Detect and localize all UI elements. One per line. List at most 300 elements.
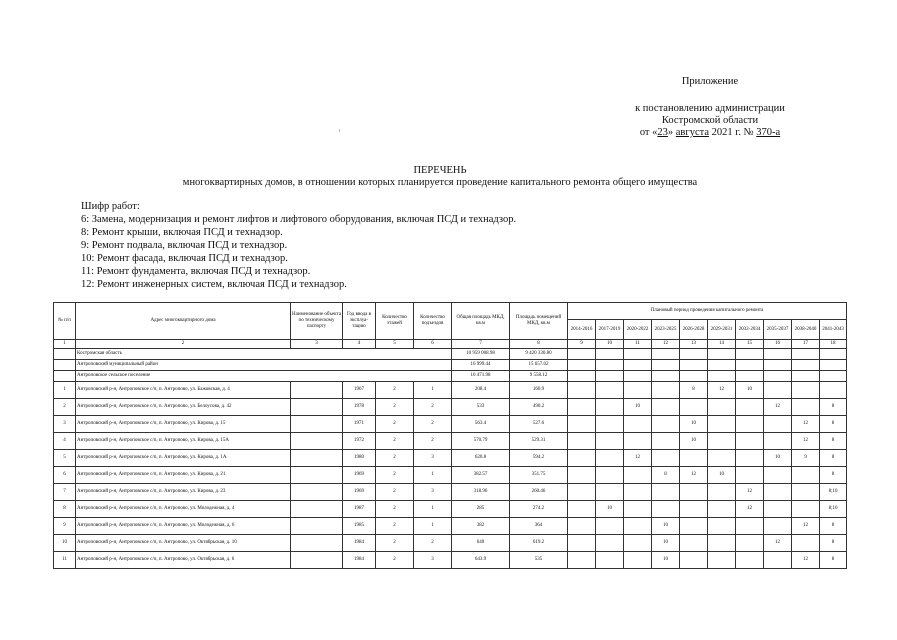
- row-period-cell: [736, 450, 764, 467]
- row-period-cell: [568, 501, 596, 518]
- summary-period-cell: [680, 349, 708, 360]
- row-period-cell: [708, 484, 736, 501]
- column-number: 4: [343, 340, 376, 349]
- row-floors: 2: [376, 399, 414, 416]
- row-name: [291, 450, 343, 467]
- row-period-cell: [764, 433, 792, 450]
- row-total-area: 382: [452, 518, 510, 535]
- header-period-1: 2014-2016: [568, 320, 596, 340]
- row-period-cell: [624, 467, 652, 484]
- row-period-cell: [568, 484, 596, 501]
- row-period-cell: [680, 552, 708, 569]
- summary-period-cell: [568, 371, 596, 382]
- column-number: 11: [624, 340, 652, 349]
- column-number: 13: [680, 340, 708, 349]
- row-premises-area: 351.75: [510, 467, 568, 484]
- table-row: [54, 416, 847, 433]
- row-period-cell: [792, 535, 820, 552]
- row-period-cell: 8: [820, 399, 847, 416]
- row-period-cell: [680, 450, 708, 467]
- work-code-item: 10: Ремонт фасада, включая ПСД и технадзор.: [81, 253, 288, 264]
- row-entrances: 1: [414, 382, 452, 399]
- header-premises-area: Площадь помещений МКД, кв.м: [510, 303, 568, 340]
- row-premises-area: 535: [510, 552, 568, 569]
- row-total-area: 643.9: [452, 552, 510, 569]
- row-period-cell: 8: [820, 535, 847, 552]
- header-floors: Количество этажей: [376, 303, 414, 340]
- summary-premises-area: 9 558.12: [510, 371, 568, 382]
- row-period-cell: [708, 535, 736, 552]
- work-code-item: 6: Замена, модернизация и ремонт лифтов и лифтового оборудования, включая ПСД и технадзор.: [81, 214, 517, 225]
- summary-num-cell: [54, 349, 76, 360]
- row-period-cell: [736, 416, 764, 433]
- summary-period-cell: [624, 349, 652, 360]
- row-number: 8: [54, 501, 76, 518]
- row-entrances: 1: [414, 467, 452, 484]
- row-number: 9: [54, 518, 76, 535]
- row-period-cell: 10: [680, 433, 708, 450]
- summary-period-cell: [652, 360, 680, 371]
- row-period-cell: 10: [764, 450, 792, 467]
- work-code-item: 8: Ремонт крыши, включая ПСД и технадзор.: [81, 227, 283, 238]
- row-period-cell: [624, 484, 652, 501]
- row-floors: 2: [376, 501, 414, 518]
- summary-period-cell: [680, 360, 708, 371]
- header-num: № п/п: [54, 303, 76, 340]
- row-address: Антроповский р-н, Антроповское с/п, п. Антропово, ул. Кирова, д. 21: [76, 467, 291, 484]
- row-number: 3: [54, 416, 76, 433]
- row-period-cell: [624, 382, 652, 399]
- summary-period-cell: [820, 349, 847, 360]
- work-codes: [81, 200, 516, 291]
- row-entrances: 2: [414, 535, 452, 552]
- header-period: Плановый период проведения капитального ремонта: [568, 303, 847, 320]
- column-number: 17: [792, 340, 820, 349]
- row-period-cell: 10: [736, 382, 764, 399]
- row-period-cell: [624, 518, 652, 535]
- row-period-cell: [568, 535, 596, 552]
- row-floors: 2: [376, 433, 414, 450]
- row-period-cell: 8: [820, 433, 847, 450]
- row-period-cell: 12: [764, 399, 792, 416]
- row-total-area: 318.96: [452, 484, 510, 501]
- row-period-cell: 12: [736, 484, 764, 501]
- summary-period-cell: [596, 360, 624, 371]
- row-floors: 2: [376, 552, 414, 569]
- summary-premises-area: 9 420 330.80: [510, 349, 568, 360]
- column-number: 1: [54, 340, 76, 349]
- summary-period-cell: [652, 371, 680, 382]
- row-period-cell: [708, 518, 736, 535]
- summary-period-cell: [736, 360, 764, 371]
- row-period-cell: [764, 416, 792, 433]
- row-period-cell: [624, 552, 652, 569]
- row-year: 1985: [343, 518, 376, 535]
- row-period-cell: [652, 416, 680, 433]
- row-address: Антроповский р-н, Антроповское с/п, п. Антропово, ул. Белоусова, д. 42: [76, 399, 291, 416]
- row-name: [291, 552, 343, 569]
- row-period-cell: [736, 467, 764, 484]
- row-period-cell: 10: [624, 399, 652, 416]
- scan-mark: [339, 129, 340, 132]
- row-period-cell: [764, 484, 792, 501]
- row-floors: 2: [376, 467, 414, 484]
- row-period-cell: 10: [596, 501, 624, 518]
- row-entrances: 3: [414, 552, 452, 569]
- row-period-cell: [624, 416, 652, 433]
- header-period-10: 2041-2043: [820, 320, 847, 340]
- row-name: [291, 399, 343, 416]
- row-number: 4: [54, 433, 76, 450]
- summary-period-cell: [764, 349, 792, 360]
- buildings-table: [53, 302, 847, 569]
- row-period-cell: [680, 535, 708, 552]
- column-number: 5: [376, 340, 414, 349]
- column-number: 18: [820, 340, 847, 349]
- row-year: 1969: [343, 484, 376, 501]
- row-period-cell: 8: [820, 552, 847, 569]
- row-premises-area: 527.6: [510, 416, 568, 433]
- header-name: Наименование объекта по техническому паспорту: [291, 303, 343, 340]
- header-total-area: Общая площадь МКД, кв.м: [452, 303, 510, 340]
- row-number: 11: [54, 552, 76, 569]
- row-period-cell: 8: [820, 450, 847, 467]
- header-period-6: 2029-2031: [708, 320, 736, 340]
- summary-label: Костромская область: [76, 349, 452, 360]
- row-year: 1984: [343, 552, 376, 569]
- column-number: 7: [452, 340, 510, 349]
- column-number: 6: [414, 340, 452, 349]
- summary-label: Антроповское сельское поселение: [76, 371, 452, 382]
- row-period-cell: [596, 433, 624, 450]
- row-period-cell: [736, 518, 764, 535]
- column-number: 9: [568, 340, 596, 349]
- row-number: 1: [54, 382, 76, 399]
- row-entrances: 3: [414, 450, 452, 467]
- table-row: [54, 535, 847, 552]
- row-premises-area: 260.46: [510, 484, 568, 501]
- summary-period-cell: [568, 349, 596, 360]
- row-entrances: 2: [414, 399, 452, 416]
- summary-period-cell: [792, 360, 820, 371]
- row-total-area: 640: [452, 535, 510, 552]
- row-period-cell: [652, 484, 680, 501]
- row-period-cell: [736, 433, 764, 450]
- row-address: Антроповский р-н, Антроповское с/п, п. Антропово, ул. Кирова, д. 1А: [76, 450, 291, 467]
- row-period-cell: [680, 399, 708, 416]
- row-period-cell: 8;10: [820, 484, 847, 501]
- row-entrances: 1: [414, 518, 452, 535]
- row-floors: 2: [376, 450, 414, 467]
- column-number: 16: [764, 340, 792, 349]
- appendix-label: Приложение: [681, 76, 739, 87]
- row-period-cell: [764, 552, 792, 569]
- row-year: 1971: [343, 416, 376, 433]
- row-year: 1972: [343, 433, 376, 450]
- row-total-area: 533: [452, 399, 510, 416]
- table-row: [54, 552, 847, 569]
- row-premises-area: 529.31: [510, 433, 568, 450]
- row-period-cell: [624, 433, 652, 450]
- date-year: 2021 г. №: [711, 127, 754, 138]
- column-number: 15: [736, 340, 764, 349]
- work-code-item: 12: Ремонт инженерных систем, включая ПСД и технадзор.: [81, 279, 347, 290]
- row-period-cell: 10: [708, 467, 736, 484]
- row-period-cell: [708, 399, 736, 416]
- row-period-cell: [596, 450, 624, 467]
- header-period-9: 2038-2040: [792, 320, 820, 340]
- row-entrances: 2: [414, 416, 452, 433]
- row-entrances: 3: [414, 484, 452, 501]
- row-year: 1980: [343, 450, 376, 467]
- summary-num-cell: [54, 360, 76, 371]
- row-premises-area: 364: [510, 518, 568, 535]
- row-period-cell: [708, 501, 736, 518]
- row-name: [291, 416, 343, 433]
- row-period-cell: 8: [820, 416, 847, 433]
- row-period-cell: 10: [680, 416, 708, 433]
- row-name: [291, 467, 343, 484]
- row-premises-area: 594.2: [510, 450, 568, 467]
- row-entrances: 1: [414, 501, 452, 518]
- header-entrances: Количество подъездов: [414, 303, 452, 340]
- row-address: Антроповский р-н, Антроповское с/п, п. Антропово, ул. Бажовская, д. 4: [76, 382, 291, 399]
- table-row: [54, 450, 847, 467]
- row-period-cell: [596, 484, 624, 501]
- row-name: [291, 382, 343, 399]
- summary-period-cell: [792, 371, 820, 382]
- summary-period-cell: [764, 360, 792, 371]
- row-period-cell: [764, 518, 792, 535]
- row-year: 1969: [343, 467, 376, 484]
- row-year: 1978: [343, 399, 376, 416]
- row-period-cell: [568, 518, 596, 535]
- row-period-cell: [652, 382, 680, 399]
- summary-period-cell: [708, 349, 736, 360]
- row-total-area: 208.4: [452, 382, 510, 399]
- row-period-cell: [680, 518, 708, 535]
- row-year: 1984: [343, 535, 376, 552]
- row-period-cell: [596, 382, 624, 399]
- row-period-cell: 12: [792, 433, 820, 450]
- header-address: Адрес многоквартирного дома: [76, 303, 291, 340]
- header-period-4: 2023-2025: [652, 320, 680, 340]
- row-address: Антроповский р-н, Антроповское с/п, п. Антропово, ул. Молодежная, д. 4: [76, 501, 291, 518]
- row-total-area: 570.79: [452, 433, 510, 450]
- row-period-cell: [652, 399, 680, 416]
- row-name: [291, 433, 343, 450]
- row-period-cell: [764, 501, 792, 518]
- row-period-cell: [596, 399, 624, 416]
- document-subtitle: многоквартирных домов, в отношении которых планируется проведение капитального ремонта общего имущества: [182, 177, 698, 188]
- row-total-area: 285: [452, 501, 510, 518]
- column-number: 8: [510, 340, 568, 349]
- row-period-cell: 12: [792, 552, 820, 569]
- summary-label: Антроповский муниципальный район: [76, 360, 452, 371]
- row-period-cell: [624, 501, 652, 518]
- row-period-cell: [792, 399, 820, 416]
- row-floors: 2: [376, 382, 414, 399]
- row-period-cell: 12: [792, 416, 820, 433]
- work-code-item: 9: Ремонт подвала, включая ПСД и технадзор.: [81, 240, 288, 251]
- row-period-cell: [708, 433, 736, 450]
- row-floors: 2: [376, 535, 414, 552]
- row-address: Антроповский р-н, Антроповское с/п, п. Антропово, ул. Кирова, д. 23: [76, 484, 291, 501]
- row-period-cell: 8: [652, 467, 680, 484]
- summary-period-cell: [820, 360, 847, 371]
- column-number: 10: [596, 340, 624, 349]
- date-day: 23: [657, 127, 668, 138]
- row-total-area: 382.57: [452, 467, 510, 484]
- column-number: 2: [76, 340, 291, 349]
- row-period-cell: 10: [652, 518, 680, 535]
- table-row: [54, 433, 847, 450]
- appendix-date: [560, 127, 860, 138]
- row-floors: 2: [376, 416, 414, 433]
- row-number: 6: [54, 467, 76, 484]
- row-period-cell: [680, 484, 708, 501]
- row-number: 7: [54, 484, 76, 501]
- row-name: [291, 518, 343, 535]
- work-codes-heading: Шифр работ:: [81, 201, 140, 212]
- row-period-cell: [792, 501, 820, 518]
- header-year: Год ввода в эксплуа-тацию: [343, 303, 376, 340]
- summary-total-area: 10 471.98: [452, 371, 510, 382]
- row-period-cell: [792, 382, 820, 399]
- summary-period-cell: [708, 360, 736, 371]
- row-period-cell: [624, 535, 652, 552]
- date-month: августа: [675, 127, 709, 138]
- summary-period-cell: [652, 349, 680, 360]
- table-row: [54, 501, 847, 518]
- row-period-cell: 12: [764, 535, 792, 552]
- row-period-cell: [568, 467, 596, 484]
- summary-period-cell: [624, 371, 652, 382]
- row-address: Антроповский р-н, Антроповское с/п, п. Антропово, ул. Молодежная, д. 6: [76, 518, 291, 535]
- row-period-cell: 12: [624, 450, 652, 467]
- summary-period-cell: [596, 349, 624, 360]
- row-period-cell: [708, 450, 736, 467]
- row-period-cell: 8: [820, 518, 847, 535]
- row-period-cell: 8: [820, 467, 847, 484]
- row-period-cell: 9: [792, 450, 820, 467]
- row-year: 1987: [343, 501, 376, 518]
- summary-period-cell: [680, 371, 708, 382]
- row-period-cell: [820, 382, 847, 399]
- row-period-cell: 12: [792, 518, 820, 535]
- row-period-cell: [568, 433, 596, 450]
- row-period-cell: [568, 399, 596, 416]
- row-period-cell: [568, 552, 596, 569]
- document-title: ПЕРЕЧЕНЬ: [413, 165, 467, 176]
- summary-period-cell: [708, 371, 736, 382]
- row-name: [291, 535, 343, 552]
- appendix-line1: к постановлению администрации: [635, 103, 785, 114]
- summary-period-cell: [764, 371, 792, 382]
- row-name: [291, 484, 343, 501]
- summary-period-cell: [820, 371, 847, 382]
- table-row: [54, 382, 847, 399]
- row-address: Антроповский р-н, Антроповское с/п, п. Антропово, ул. Кирова, д. 15А: [76, 433, 291, 450]
- row-period-cell: [708, 416, 736, 433]
- column-number: 12: [652, 340, 680, 349]
- summary-total-area: 16 999.44: [452, 360, 510, 371]
- table-row: [54, 518, 847, 535]
- row-period-cell: [568, 382, 596, 399]
- row-period-cell: 8: [680, 382, 708, 399]
- row-premises-area: 619.2: [510, 535, 568, 552]
- row-period-cell: [652, 450, 680, 467]
- work-code-item: 11: Ремонт фундамента, включая ПСД и технадзор.: [81, 266, 311, 277]
- row-period-cell: 12: [708, 382, 736, 399]
- row-period-cell: [652, 501, 680, 518]
- header-period-2: 2017-2019: [596, 320, 624, 340]
- row-number: 2: [54, 399, 76, 416]
- summary-row: [54, 360, 847, 371]
- row-premises-area: 274.2: [510, 501, 568, 518]
- row-period-cell: [764, 382, 792, 399]
- table-row: [54, 484, 847, 501]
- header-period-5: 2026-2028: [680, 320, 708, 340]
- row-period-cell: [596, 518, 624, 535]
- row-period-cell: 10: [652, 552, 680, 569]
- row-period-cell: [736, 535, 764, 552]
- row-number: 5: [54, 450, 76, 467]
- row-year: 1967: [343, 382, 376, 399]
- summary-total-area: 10 959 008.98: [452, 349, 510, 360]
- row-period-cell: 12: [680, 467, 708, 484]
- summary-period-cell: [736, 371, 764, 382]
- row-period-cell: [736, 399, 764, 416]
- row-name: [291, 501, 343, 518]
- row-floors: 2: [376, 518, 414, 535]
- row-address: Антроповский р-н, Антроповское с/п, п. Антропово, ул. Кирова, д. 15: [76, 416, 291, 433]
- row-period-cell: [596, 416, 624, 433]
- appendix-line2: Костромской области: [661, 115, 759, 126]
- row-period-cell: [736, 552, 764, 569]
- summary-row: [54, 349, 847, 360]
- row-number: 10: [54, 535, 76, 552]
- row-period-cell: [568, 416, 596, 433]
- table-row: [54, 467, 847, 484]
- row-address: Антроповский р-н, Антроповское с/п, п. Антропово, ул. Октябрьская, д. 10: [76, 535, 291, 552]
- summary-premises-area: 15 657.02: [510, 360, 568, 371]
- row-period-cell: 12: [736, 501, 764, 518]
- row-floors: 2: [376, 484, 414, 501]
- row-period-cell: [568, 450, 596, 467]
- column-number: 14: [708, 340, 736, 349]
- row-premises-area: 490.2: [510, 399, 568, 416]
- row-total-area: 620.8: [452, 450, 510, 467]
- row-address: Антроповский р-н, Антроповское с/п, п. Антропово, ул. Октябрьская, д. 6: [76, 552, 291, 569]
- table-row: [54, 399, 847, 416]
- header-period-8: 2035-2037: [764, 320, 792, 340]
- summary-period-cell: [624, 360, 652, 371]
- summary-period-cell: [568, 360, 596, 371]
- row-period-cell: [596, 552, 624, 569]
- summary-period-cell: [736, 349, 764, 360]
- date-prefix: от «: [639, 127, 658, 138]
- date-mid: »: [667, 127, 674, 138]
- row-period-cell: [792, 484, 820, 501]
- header-period-3: 2020-2022: [624, 320, 652, 340]
- row-total-area: 563.4: [452, 416, 510, 433]
- row-premises-area: 160.9: [510, 382, 568, 399]
- row-period-cell: [596, 535, 624, 552]
- row-period-cell: [764, 467, 792, 484]
- column-number: 3: [291, 340, 343, 349]
- summary-period-cell: [792, 349, 820, 360]
